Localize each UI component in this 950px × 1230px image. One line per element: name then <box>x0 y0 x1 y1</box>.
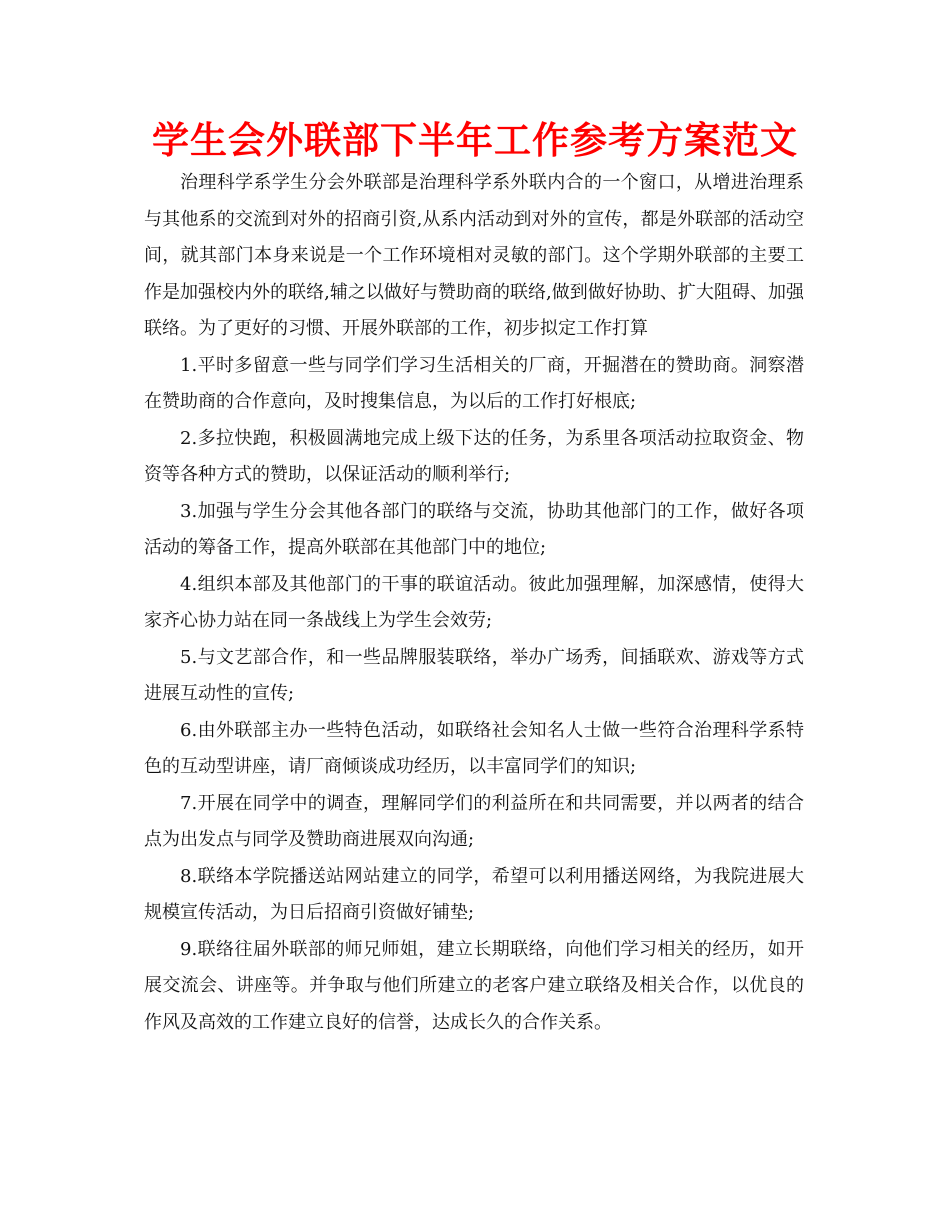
list-item-1: 1.平时多留意一些与同学们学习生活相关的厂商，开掘潜在的赞助商。洞察潜在赞助商的合作意向，及时搜集信息，为以后的工作打好根底; <box>144 354 804 412</box>
list-item-4: 4.组织本部及其他部门的干事的联谊活动。彼此加强理解，加深感情，使得大家齐心协力站在同一条战线上为学生会效劳; <box>144 573 804 631</box>
document-body <box>144 165 804 1041</box>
list-item-6: 6.由外联部主办一些特色活动，如联络社会知名人士做一些符合治理科学系特色的互动型讲座，请厂商倾谈成功经历，以丰富同学们的知识; <box>144 719 804 777</box>
document-title: 学生会外联部下半年工作参考方案范文 <box>152 119 798 162</box>
list-item-5: 5.与文艺部合作，和一些品牌服装联络，举办广场秀，间插联欢、游戏等方式进展互动性的宣传; <box>144 646 804 704</box>
list-item-7: 7.开展在同学中的调查，理解同学们的利益所在和共同需要，并以两者的结合点为出发点与同学及赞助商进展双向沟通; <box>144 792 804 850</box>
list-item-2: 2.多拉快跑，积极圆满地完成上级下达的任务，为系里各项活动拉取资金、物资等各种方式的赞助，以保证活动的顺利举行; <box>144 427 804 485</box>
list-item-9: 9.联络往届外联部的师兄师姐，建立长期联络，向他们学习相关的经历，如开展交流会、讲座等。并争取与他们所建立的老客户建立联络及相关合作，以优良的作风及高效的工作建立良好的信誉，达成长久的合作关系。 <box>144 938 804 1033</box>
list-item-3: 3.加强与学生分会其他各部门的联络与交流，协助其他部门的工作，做好各项活动的筹备工作，提高外联部在其他部门中的地位; <box>144 500 804 558</box>
intro-paragraph: 治理科学系学生分会外联部是治理科学系外联内合的一个窗口，从增进治理系与其他系的交流到对外的招商引资,从系内活动到对外的宣传，都是外联部的活动空间，就其部门本身来说是一个工作环境相对灵敏的部门。这个学期外联部的主要工作是加强校内外的联络,辅之以做好与赞助商的联络,做到做好协助、扩大阻碍、加强联络。为了更好的习惯、开展外联部的工作，初步拟定工作打算 <box>144 172 804 339</box>
list-item-8: 8.联络本学院播送站网站建立的同学，希望可以利用播送网络，为我院进展大规模宣传活动，为日后招商引资做好铺垫; <box>144 865 804 923</box>
